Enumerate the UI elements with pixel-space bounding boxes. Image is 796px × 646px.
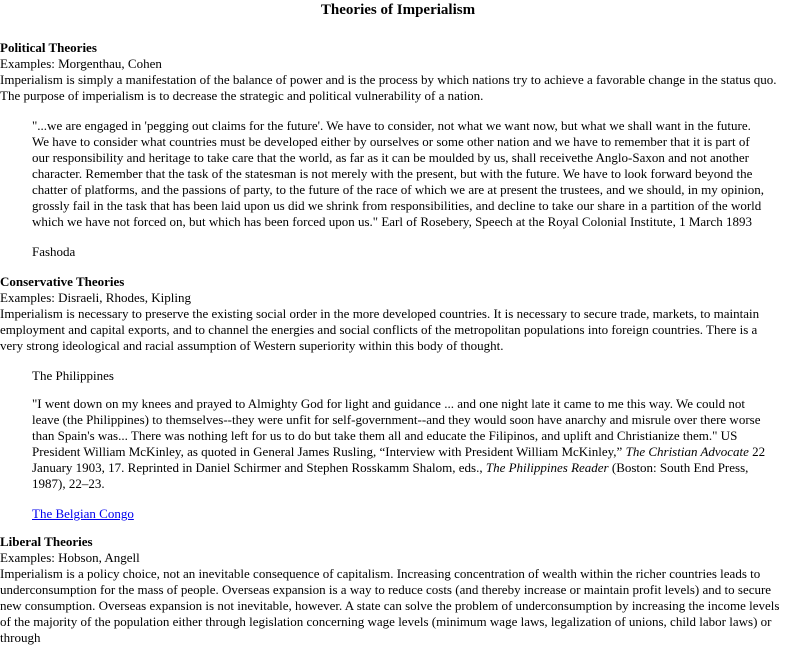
- rosebery-quote: "...we are engaged in 'pegging out claims for the future'. We have to consider, not what we want now, but what we shall want in the future. We have to consider what countries must be developed either by ourselves or some other nation and we have to remember that it is part of our responsibility and heritage to take care that the world, as far as it can be moulded by us, shall receivethe Anglo-Saxon and not another character. Remember that the task of the statesman is not merely with the present, but with the future. We have to look forward beyond the chatter of platforms, and the passions of party, to the future of the race of which we are at present the trustees, and we should, in my opinion, grossly fail in the task that has been laid upon us did we shrink from responsibilities, and decline to take our share in a partition of the world which we have not forced on, but which has been forced upon us." Earl of Rosebery, Speech at the Royal Colonial Institute, 1 March 1893: [32, 118, 764, 229]
- belgian-congo-link[interactable]: The Belgian Congo: [32, 506, 134, 521]
- conservative-examples: Examples: Disraeli, Rhodes, Kipling: [0, 290, 192, 305]
- christian-advocate-title: The Christian Advocate: [625, 444, 749, 459]
- liberal-examples: Examples: Hobson, Angell: [0, 550, 140, 565]
- political-examples: Examples: Morgenthau, Cohen: [0, 56, 162, 71]
- political-description: Imperialism is simply a manifestation of the balance of power and is the process by which nations try to achieve a favorable change in the status quo. The purpose of imperialism is to decrease the strategic and political vulnerability of a nation.: [0, 72, 777, 103]
- conservative-section: [0, 274, 796, 522]
- mckinley-quote-text: "I went down on my knees and prayed to Almighty God for light and guidance ... and one night late it came to me this way. We could not leave (the Philippines) to themselves--they were unfit for self-government--and they would soon have anarchy and misrule over there worse than Spain's was... There was nothing left for us to do but take them all and educate the Filipinos, and uplift and Christianize them." US President William McKinley, as quoted in General James Rusling, “Interview with President William McKinley,”: [32, 396, 761, 459]
- mckinley-quote-citation: 22 January 1903, 17. Reprinted in Daniel Schirmer and Stephen Rosskamm Shalom, eds.,: [32, 444, 766, 475]
- conservative-heading: Conservative Theories: [0, 274, 125, 289]
- liberal-heading: Liberal Theories: [0, 534, 93, 549]
- mckinley-quote: [32, 396, 774, 492]
- conservative-description: Imperialism is necessary to preserve the existing social order in the more developed countries. It is necessary to secure trade, markets, to maintain employment and capital exports, and to channel the energies and social conflicts of the metropolitan populations into foreign countries. There is a very strong ideological and racial assumption of Western superiority within this body of thought.: [0, 306, 760, 353]
- conservative-case-philippines: The Philippines: [32, 368, 114, 383]
- liberal-description: Imperialism is a policy choice, not an inevitable consequence of capitalism. Increasing concentration of wealth within the richer countries leads to underconsumption for the mass of people. Overseas expansion is a way to reduce costs (and thereby increase or maintain profit levels) and to secure new consumption. Overseas expansion is not inevitable, however. A state can solve the problem of underconsumption by increasing the income levels of the majority of the population either through legislation concerning wage levels (minimum wage laws, legalization of unions, child labor laws) or through: [0, 566, 780, 645]
- political-heading: Political Theories: [0, 40, 97, 55]
- page-title: Theories of Imperialism: [320, 2, 476, 18]
- political-case-fashoda: Fashoda: [32, 244, 76, 259]
- mckinley-quote-publisher: (Boston: South End Press, 1987), 22–23.: [32, 460, 749, 491]
- philippines-reader-title: The Philippines Reader: [485, 460, 609, 475]
- political-section: [0, 40, 796, 260]
- belgian-congo-container: [32, 506, 796, 522]
- liberal-section: [0, 534, 796, 646]
